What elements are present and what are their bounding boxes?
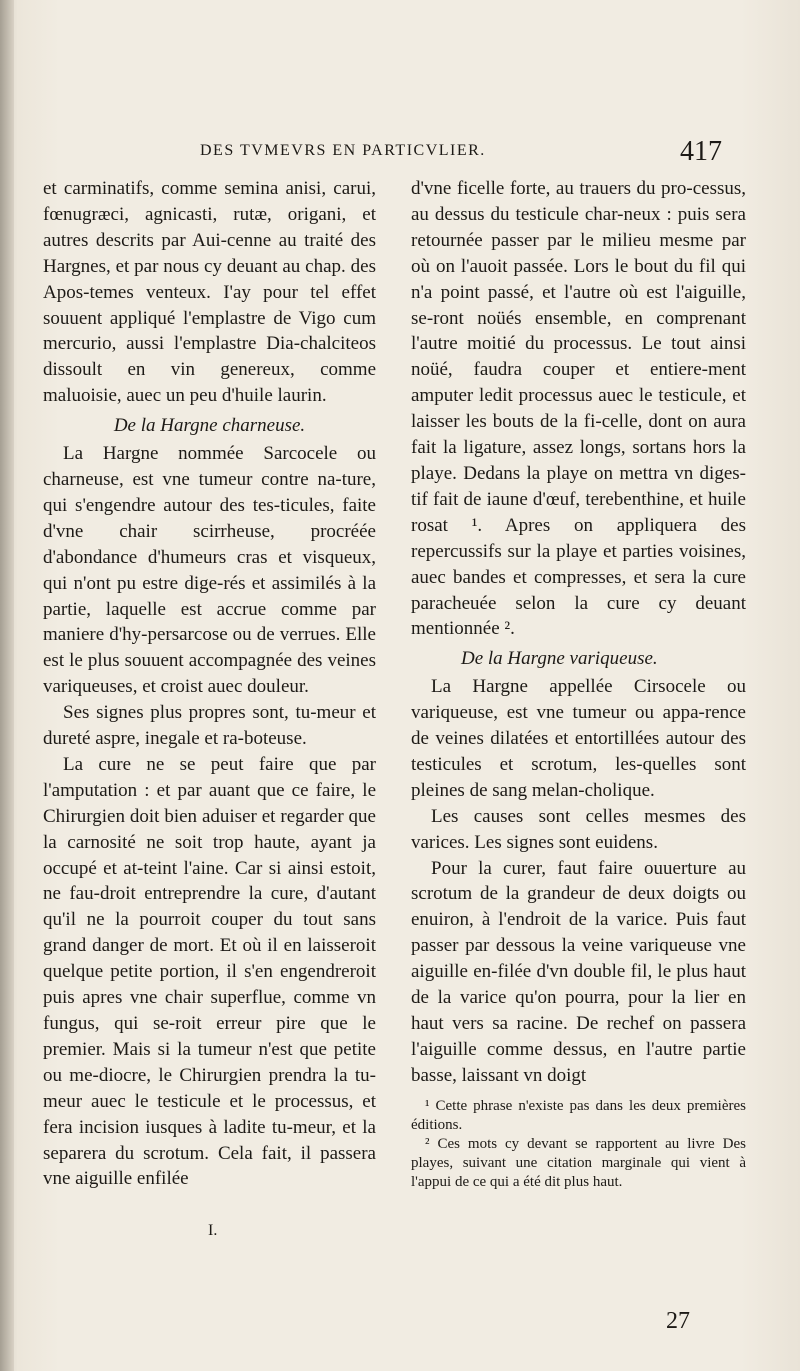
running-head: DES TVMEVRS EN PARTICVLIER. xyxy=(200,142,486,159)
sheet-number: 27 xyxy=(666,1308,690,1334)
paragraph: d'vne ficelle forte, au trauers du pro-cessus, au dessus du testicule char-neux : puis sera retournée passer par le milieu mesme par où on l'auoit passée. Lors le bout du fil qui n'a point passé, et l'autre où est l'aiguille, se-ront noüés ensemble, en comprenant l'autre moitié du processus. Le tout ainsi noüé, faudra couper et entiere-ment amputer ledit processus auec le testicule, et laisser les bouts de la fi-celle, dont on aura fait la ligature, assez longs, sortans hors la playe. Dedans la playe on mettra vn diges-tif fait de iaune d'œuf, terebenthine, et huile rosat ¹. Apres on appliquera des repercussifs sur la playe et parties voisines, auec bandes et compresses, et sera la cure paracheuée selon la cure cy deuant mentionnée ². xyxy=(411,178,746,640)
page-number: 417 xyxy=(680,136,722,167)
page-header xyxy=(40,136,740,172)
footnote: ² Ces mots cy devant se rapportent au livre Des playes, suivant une citation marginale qui vient à l'appui de ce qui a été dit plus haut. xyxy=(411,1135,746,1190)
paragraph: La Hargne nommée Sarcocele ou charneuse, est vne tumeur contre na-ture, qui s'engendre autour des tes-ticules, faite d'vne chair scirrheuse, procréée d'abondance d'humeurs cras et visqueux, qui n'ont pu estre dige-rés et assimilés à la partie, laquelle est accrue comme par maniere d'hy-persarcose ou de verrues. Elle est le plus souuent accompagnée des veines variqueuses, et croist auec douleur. xyxy=(43,443,376,698)
book-spine-shadow xyxy=(0,0,14,1371)
paragraph: La Hargne appellée Cirsocele ou variqueuse, est vne tumeur ou appa-rence de veines dilatées et entortillées autour des testicules et scrotum, les-quelles sont pleines de sang melan-cholique. xyxy=(411,676,746,801)
paragraph: Ses signes plus propres sont, tu-meur et dureté aspre, inegale et ra-boteuse. xyxy=(43,702,376,750)
paragraph: et carminatifs, comme semina anisi, carui, fœnugræci, agnicasti, rutæ, origani, et autres descrits par Aui-cenne au traité des Hargnes, et par nous cy deuant au chap. des Apos-temes venteux. I'ay pour tel effet souuent appliqué l'emplastre de Vigo cum mercurio, aussi l'emplastre Dia-chalciteos dissoult en vin genereux, comme maluoisie, auec un peu d'huile laurin. xyxy=(43,178,376,407)
paragraph: Pour la curer, faut faire ouuerture au scrotum de la grandeur de deux doigts ou enuiron, à l'endroit de la varice. Puis faut passer par dessous la veine variqueuse vne aiguille en-filée d'vn double fil, le plus haut de la varice qu'on pourra, pour la lier en haut vers sa racine. De rechef on passera l'aiguille comme dessus, en l'autre partie basse, laissant vn doigt xyxy=(411,857,746,1086)
right-column xyxy=(411,176,746,1192)
signature-mark: I. xyxy=(208,1222,218,1239)
footnote: ¹ Cette phrase n'existe pas dans les deux premières éditions. xyxy=(411,1097,746,1133)
section-heading: De la Hargne charneuse. xyxy=(113,415,306,437)
paragraph: Les causes sont celles mesmes des varices. Les signes sont euidens. xyxy=(411,805,746,853)
footnotes xyxy=(411,1097,746,1192)
section-heading: De la Hargne variqueuse. xyxy=(461,648,658,670)
left-column xyxy=(43,176,376,1192)
paragraph: La cure ne se peut faire que par l'amputation : et par auant que ce faire, le Chirurgien doit bien aduiser et regarder que la carnosité ne soit trop haute, ayant ja occupé et at-teint l'aine. Car si ainsi estoit, ne fau-droit entreprendre la cure, d'autant qu'il ne la pourroit couper du tout sans grand danger de mort. Et où il en laisseroit quelque petite portion, il s'en engendreroit puis apres vne chair superflue, comme vn fungus, qui se-roit erreur pire que le premier. Mais si la tumeur n'est que petite ou me-diocre, le Chirurgien prendra la tu-meur auec le testicule et le processus, et fera incision iusques à ladite tu-meur, et la separera du scrotum. Cela fait, il passera vne aiguille enfilée xyxy=(43,753,376,1190)
